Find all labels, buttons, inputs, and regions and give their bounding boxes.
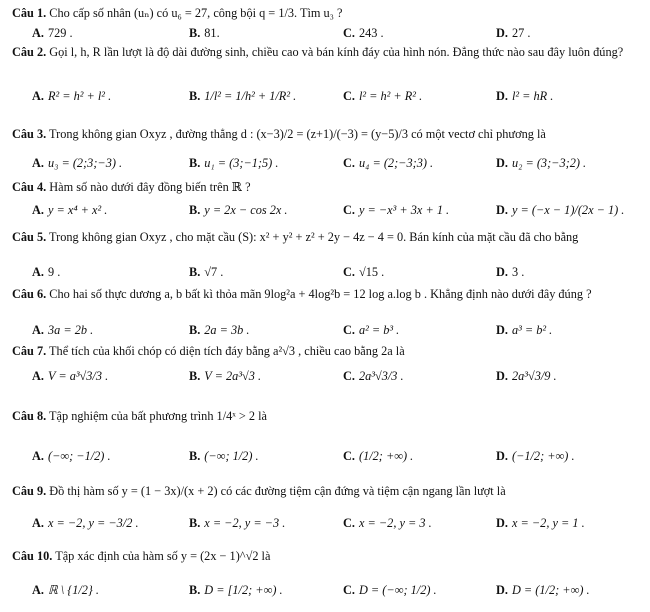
option-b: B. u₁ = (3;−1;5) . xyxy=(189,156,279,170)
option-c: C. √15 . xyxy=(343,265,385,279)
option-b: B. 2a = 3b . xyxy=(189,323,250,337)
option-c: C. 243 . xyxy=(343,26,384,40)
option-a: A. x = −2, y = −3/2 . xyxy=(32,516,139,530)
option-d: D. a³ = b² . xyxy=(496,323,553,337)
question-text: Đồ thị hàm số y = (1 − 3x)/(x + 2) có các đường tiệm cận đứng và tiệm cận ngang lần lượt là xyxy=(49,484,506,498)
question-number: Câu 4. xyxy=(12,180,47,194)
options-row-2 xyxy=(0,88,650,104)
question-2 xyxy=(12,45,640,60)
option-b: B. 1/l² = 1/h² + 1/R² . xyxy=(189,89,297,103)
option-a: A. y = x⁴ + x² . xyxy=(32,203,108,217)
question-text: Hàm số nào dưới đây đồng biến trên ℝ ? xyxy=(49,180,251,194)
question-number: Câu 5. xyxy=(12,230,47,244)
option-b: B. y = 2x − cos 2x . xyxy=(189,203,288,217)
option-d: D. y = (−x − 1)/(2x − 1) . xyxy=(496,203,625,217)
question-10 xyxy=(12,549,640,564)
question-text: Tập nghiệm của bất phương trình 1/4ˣ > 2 là xyxy=(49,409,268,423)
option-b: B. V = 2a³√3 . xyxy=(189,369,262,383)
option-d: D. 27 . xyxy=(496,26,531,40)
question-text: Thể tích của khối chóp có diện tích đáy bằng a²√3 , chiều cao bằng 2a là xyxy=(49,344,405,358)
option-c: C. 2a³√3/3 . xyxy=(343,369,404,383)
option-a: A. (−∞; −1/2) . xyxy=(32,449,111,463)
question-text: Cho cấp số nhân (uₙ) có u₆ = 27, công bội q = 1/3. Tìm u₃ ? xyxy=(49,6,343,20)
options-row-8 xyxy=(0,448,650,464)
question-number: Câu 7. xyxy=(12,344,47,358)
options-row-3 xyxy=(0,155,650,171)
option-c: C. l² = h² + R² . xyxy=(343,89,423,103)
option-a: A. R² = h² + l² . xyxy=(32,89,112,103)
question-3 xyxy=(12,127,640,142)
question-text: Tập xác định của hàm số y = (2x − 1)^√2 là xyxy=(55,549,271,563)
options-row-10 xyxy=(0,582,650,598)
question-5 xyxy=(12,230,640,245)
question-number: Câu 10. xyxy=(12,549,53,563)
options-row-7 xyxy=(0,368,650,384)
option-b: B. (−∞; 1/2) . xyxy=(189,449,259,463)
options-row-1 xyxy=(0,25,650,41)
option-d: D. 2a³√3/9 . xyxy=(496,369,557,383)
question-text: Gọi l, h, R lần lượt là độ dài đường sinh, chiều cao và bán kính đáy của hình nón. Đẳng thức nào sau đây luôn đúng? xyxy=(49,45,624,59)
option-a: A. ℝ \ {1/2} . xyxy=(32,583,99,597)
option-c: C. D = (−∞; 1/2) . xyxy=(343,583,437,597)
option-d: D. x = −2, y = 1 . xyxy=(496,516,585,530)
option-d: D. D = (1/2; +∞) . xyxy=(496,583,590,597)
question-8 xyxy=(12,409,640,424)
question-number: Câu 9. xyxy=(12,484,47,498)
option-a: A. u₃ = (2;3;−3) . xyxy=(32,156,123,170)
options-row-4 xyxy=(0,202,650,218)
option-d: D. u₂ = (3;−3;2) . xyxy=(496,156,587,170)
option-b: B. D = [1/2; +∞) . xyxy=(189,583,283,597)
question-6 xyxy=(12,287,640,302)
option-c: C. a² = b³ . xyxy=(343,323,400,337)
question-text: Trong không gian Oxyz , cho mặt cầu (S): x² + y² + z² + 2y − 4z − 4 = 0. Bán kính của mặt cầu đã cho bằng xyxy=(49,230,579,244)
question-number: Câu 1. xyxy=(12,6,47,20)
option-a: A. 9 . xyxy=(32,265,61,279)
question-1 xyxy=(12,6,640,21)
options-row-5 xyxy=(0,264,650,280)
option-b: B. x = −2, y = −3 . xyxy=(189,516,286,530)
option-d: D. (−1/2; +∞) . xyxy=(496,449,575,463)
question-4 xyxy=(12,180,640,195)
option-c: C. x = −2, y = 3 . xyxy=(343,516,432,530)
question-number: Câu 2. xyxy=(12,45,47,59)
option-b: B. √7 . xyxy=(189,265,224,279)
question-number: Câu 6. xyxy=(12,287,47,301)
question-number: Câu 3. xyxy=(12,127,47,141)
option-c: C. (1/2; +∞) . xyxy=(343,449,414,463)
option-c: C. y = −x³ + 3x + 1 . xyxy=(343,203,450,217)
option-b: B. 81. xyxy=(189,26,220,40)
question-7 xyxy=(12,344,640,359)
options-row-9 xyxy=(0,515,650,531)
question-number: Câu 8. xyxy=(12,409,47,423)
question-9 xyxy=(12,484,640,499)
option-d: D. l² = hR . xyxy=(496,89,554,103)
question-text: Trong không gian Oxyz , đường thẳng d : (x−3)/2 = (z+1)/(−3) = (y−5)/3 có một vectơ chỉ phương là xyxy=(49,127,546,141)
option-a: A. 729 . xyxy=(32,26,73,40)
option-c: C. u₄ = (2;−3;3) . xyxy=(343,156,434,170)
option-a: A. 3a = 2b . xyxy=(32,323,94,337)
question-text: Cho hai số thực dương a, b bất kì thỏa mãn 9log²a + 4log²b = 12 log a.log b . Khẳng định nào dưới đây đúng ? xyxy=(49,287,592,301)
option-a: A. V = a³√3/3 . xyxy=(32,369,109,383)
options-row-6 xyxy=(0,322,650,338)
option-d: D. 3 . xyxy=(496,265,525,279)
